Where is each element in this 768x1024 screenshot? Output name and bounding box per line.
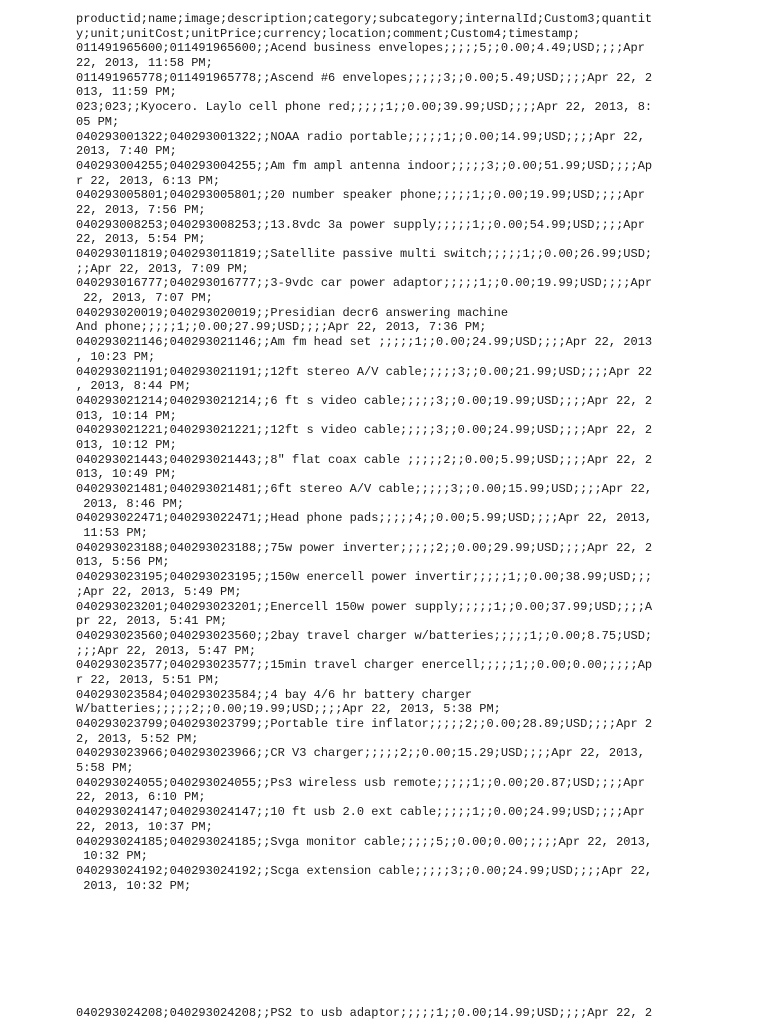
text-line: 040293021481;040293021481;;6ft stereo A/V cable;;;;;3;;0.00;15.99;USD;;;;Apr 22, bbox=[76, 482, 653, 496]
text-line: 040293021443;040293021443;;8" flat coax cable ;;;;;2;;0.00;5.99;USD;;;;Apr 22, 2 bbox=[76, 452, 653, 467]
text-line: W/batteries;;;;;2;;0.00;19.99;USD;;;;Apr 22, 2013, 5:38 PM; bbox=[76, 702, 501, 717]
text-line: 011491965778;011491965778;;Ascend #6 envelopes;;;;;3;;0.00;5.49;USD;;;;Apr 22, 2 bbox=[76, 70, 653, 85]
text-line: 013, 5:56 PM; bbox=[76, 555, 170, 570]
text-line: 2013, 7:40 PM; bbox=[76, 144, 177, 159]
text-line: And phone;;;;;1;;0.00;27.99;USD;;;;Apr 22, 2013, 7:36 PM; bbox=[76, 320, 487, 335]
text-line: y;unit;unitCost;unitPrice;currency;location;comment;Custom4;timestamp; bbox=[76, 26, 581, 41]
text-line: 040293023584;040293023584;;4 bay 4/6 hr battery charger bbox=[76, 687, 473, 702]
text-line: 040293023188;040293023188;;75w power inverter;;;;;2;;0.00;29.99;USD;;;;Apr 22, 2 bbox=[76, 540, 653, 555]
text-line: 040293021221;040293021221;;12ft s video cable;;;;;3;;0.00;24.99;USD;;;;Apr 22, 2 bbox=[76, 423, 653, 438]
text-line: 040293001322;040293001322;;NOAA radio portable;;;;;1;;0.00;14.99;USD;;;;Apr 22, bbox=[76, 129, 645, 144]
text-line: 013, 10:12 PM; bbox=[76, 437, 177, 452]
text-line: , 10:23 PM; bbox=[76, 349, 156, 364]
text-line: 040293024192;040293024192;;Scga extension cable;;;;;3;;0.00;24.99;USD;;;;Apr 22, bbox=[76, 863, 653, 878]
text-line: r 22, 2013, 5:51 PM; bbox=[76, 672, 221, 687]
text-line: pr 22, 2013, 5:41 PM; bbox=[76, 614, 228, 629]
text-line: 040293008253;040293008253;;13.8vdc 3a power supply;;;;;1;;0.00;54.99;USD;;;;Apr bbox=[76, 217, 645, 232]
text-line: 040293023195;040293023195;;150w enercell power invertir;;;;;1;;0.00;38.99;USD;;; bbox=[76, 570, 653, 585]
text-line: 040293021214;040293021214;;6 ft s video cable;;;;;3;;0.00;19.99;USD;;;;Apr 22, 2 bbox=[76, 393, 653, 408]
text-line: 013, 10:14 PM; bbox=[76, 408, 177, 423]
text-line: 22, 2013, 11:58 PM; bbox=[76, 56, 213, 71]
text-line: 013, 10:49 PM; bbox=[76, 467, 177, 482]
text-line: 22, 2013, 7:07 PM; bbox=[76, 291, 213, 306]
text-line: 22, 2013, 10:37 PM; bbox=[76, 819, 213, 834]
text-line: r 22, 2013, 6:13 PM; bbox=[76, 173, 221, 188]
text-line: 040293021146;040293021146;;Am fm head set ;;;;;1;;0.00;24.99;USD;;;;Apr 22, 2013 bbox=[76, 335, 653, 350]
text-line: 2, 2013, 5:52 PM; bbox=[76, 731, 199, 746]
text-line: 013, 11:59 PM; bbox=[76, 85, 177, 100]
text-line: 040293024185;040293024185;;Svga monitor cable;;;;;5;;0.00;0.00;;;;;Apr 22, 2013, bbox=[76, 834, 653, 849]
text-line: 11:53 PM; bbox=[76, 526, 149, 541]
text-line: productid;name;image;description;category;subcategory;internalId;Custom3;quantit bbox=[76, 12, 653, 26]
text-line: 040293024147;040293024147;;10 ft usb 2.0 ext cable;;;;;1;;0.00;24.99;USD;;;;Apr bbox=[76, 805, 645, 820]
text-line: 22, 2013, 6:10 PM; bbox=[76, 790, 206, 805]
text-line: 040293021191;040293021191;;12ft stereo A/V cable;;;;;3;;0.00;21.99;USD;;;;Apr 22 bbox=[76, 364, 653, 379]
text-line: 5:58 PM; bbox=[76, 761, 134, 776]
text-line: 040293004255;040293004255;;Am fm ampl antenna indoor;;;;;3;;0.00;51.99;USD;;;;Ap bbox=[76, 158, 653, 173]
text-line: 040293022471;040293022471;;Head phone pads;;;;;4;;0.00;5.99;USD;;;;Apr 22, 2013, bbox=[76, 511, 653, 526]
text-line: 040293005801;040293005801;;20 number speaker phone;;;;;1;;0.00;19.99;USD;;;;Apr bbox=[76, 188, 645, 203]
text-line: 040293023201;040293023201;;Enercell 150w power supply;;;;;1;;0.00;37.99;USD;;;;A bbox=[76, 599, 653, 614]
text-line: 011491965600;011491965600;;Acend business envelopes;;;;;5;;0.00;4.49;USD;;;;Apr bbox=[76, 41, 645, 56]
text-line: ;Apr 22, 2013, 5:49 PM; bbox=[76, 584, 242, 599]
text-line: 10:32 PM; bbox=[76, 849, 149, 864]
text-line: ;;Apr 22, 2013, 7:09 PM; bbox=[76, 261, 249, 276]
text-line: 040293024055;040293024055;;Ps3 wireless usb remote;;;;;1;;0.00;20.87;USD;;;;Apr bbox=[76, 775, 645, 790]
text-line: 023;023;;Kyocero. Laylo cell phone red;;;;;1;;0.00;39.99;USD;;;;Apr 22, 2013, 8: bbox=[76, 100, 653, 115]
text-line: 040293023799;040293023799;;Portable tire inflator;;;;;2;;0.00;28.89;USD;;;;Apr 2 bbox=[76, 717, 653, 731]
trailing-line: 040293024208;040293024208;;PS2 to usb adaptor;;;;;1;;0.00;14.99;USD;;;;Apr 22, 2 bbox=[76, 1006, 653, 1020]
text-line: 22, 2013, 7:56 PM; bbox=[76, 202, 206, 217]
text-line: , 2013, 8:44 PM; bbox=[76, 379, 192, 394]
text-line: 2013, 8:46 PM; bbox=[76, 496, 185, 511]
text-line: 040293011819;040293011819;;Satellite passive multi switch;;;;;1;;0.00;26.99;USD; bbox=[76, 247, 653, 261]
text-line: 22, 2013, 5:54 PM; bbox=[76, 232, 206, 247]
text-line: 040293020019;040293020019;;Presidian decr6 answering machine bbox=[76, 305, 509, 320]
text-line: 040293023560;040293023560;;2bay travel charger w/batteries;;;;;1;;0.00;8.75;USD; bbox=[76, 628, 653, 643]
text-line: 040293016777;040293016777;;3-9vdc car power adaptor;;;;;1;;0.00;19.99;USD;;;;Apr bbox=[76, 276, 653, 291]
text-line: 040293023577;040293023577;;15min travel charger enercell;;;;;1;;0.00;0.00;;;;;Ap bbox=[76, 658, 653, 673]
text-line: 05 PM; bbox=[76, 114, 120, 129]
csv-text-block bbox=[76, 12, 676, 893]
text-line: 040293023966;040293023966;;CR V3 charger;;;;;2;;0.00;15.29;USD;;;;Apr 22, 2013, bbox=[76, 746, 645, 761]
text-line: 2013, 10:32 PM; bbox=[76, 878, 192, 893]
text-line: ;;;Apr 22, 2013, 5:47 PM; bbox=[76, 643, 257, 658]
